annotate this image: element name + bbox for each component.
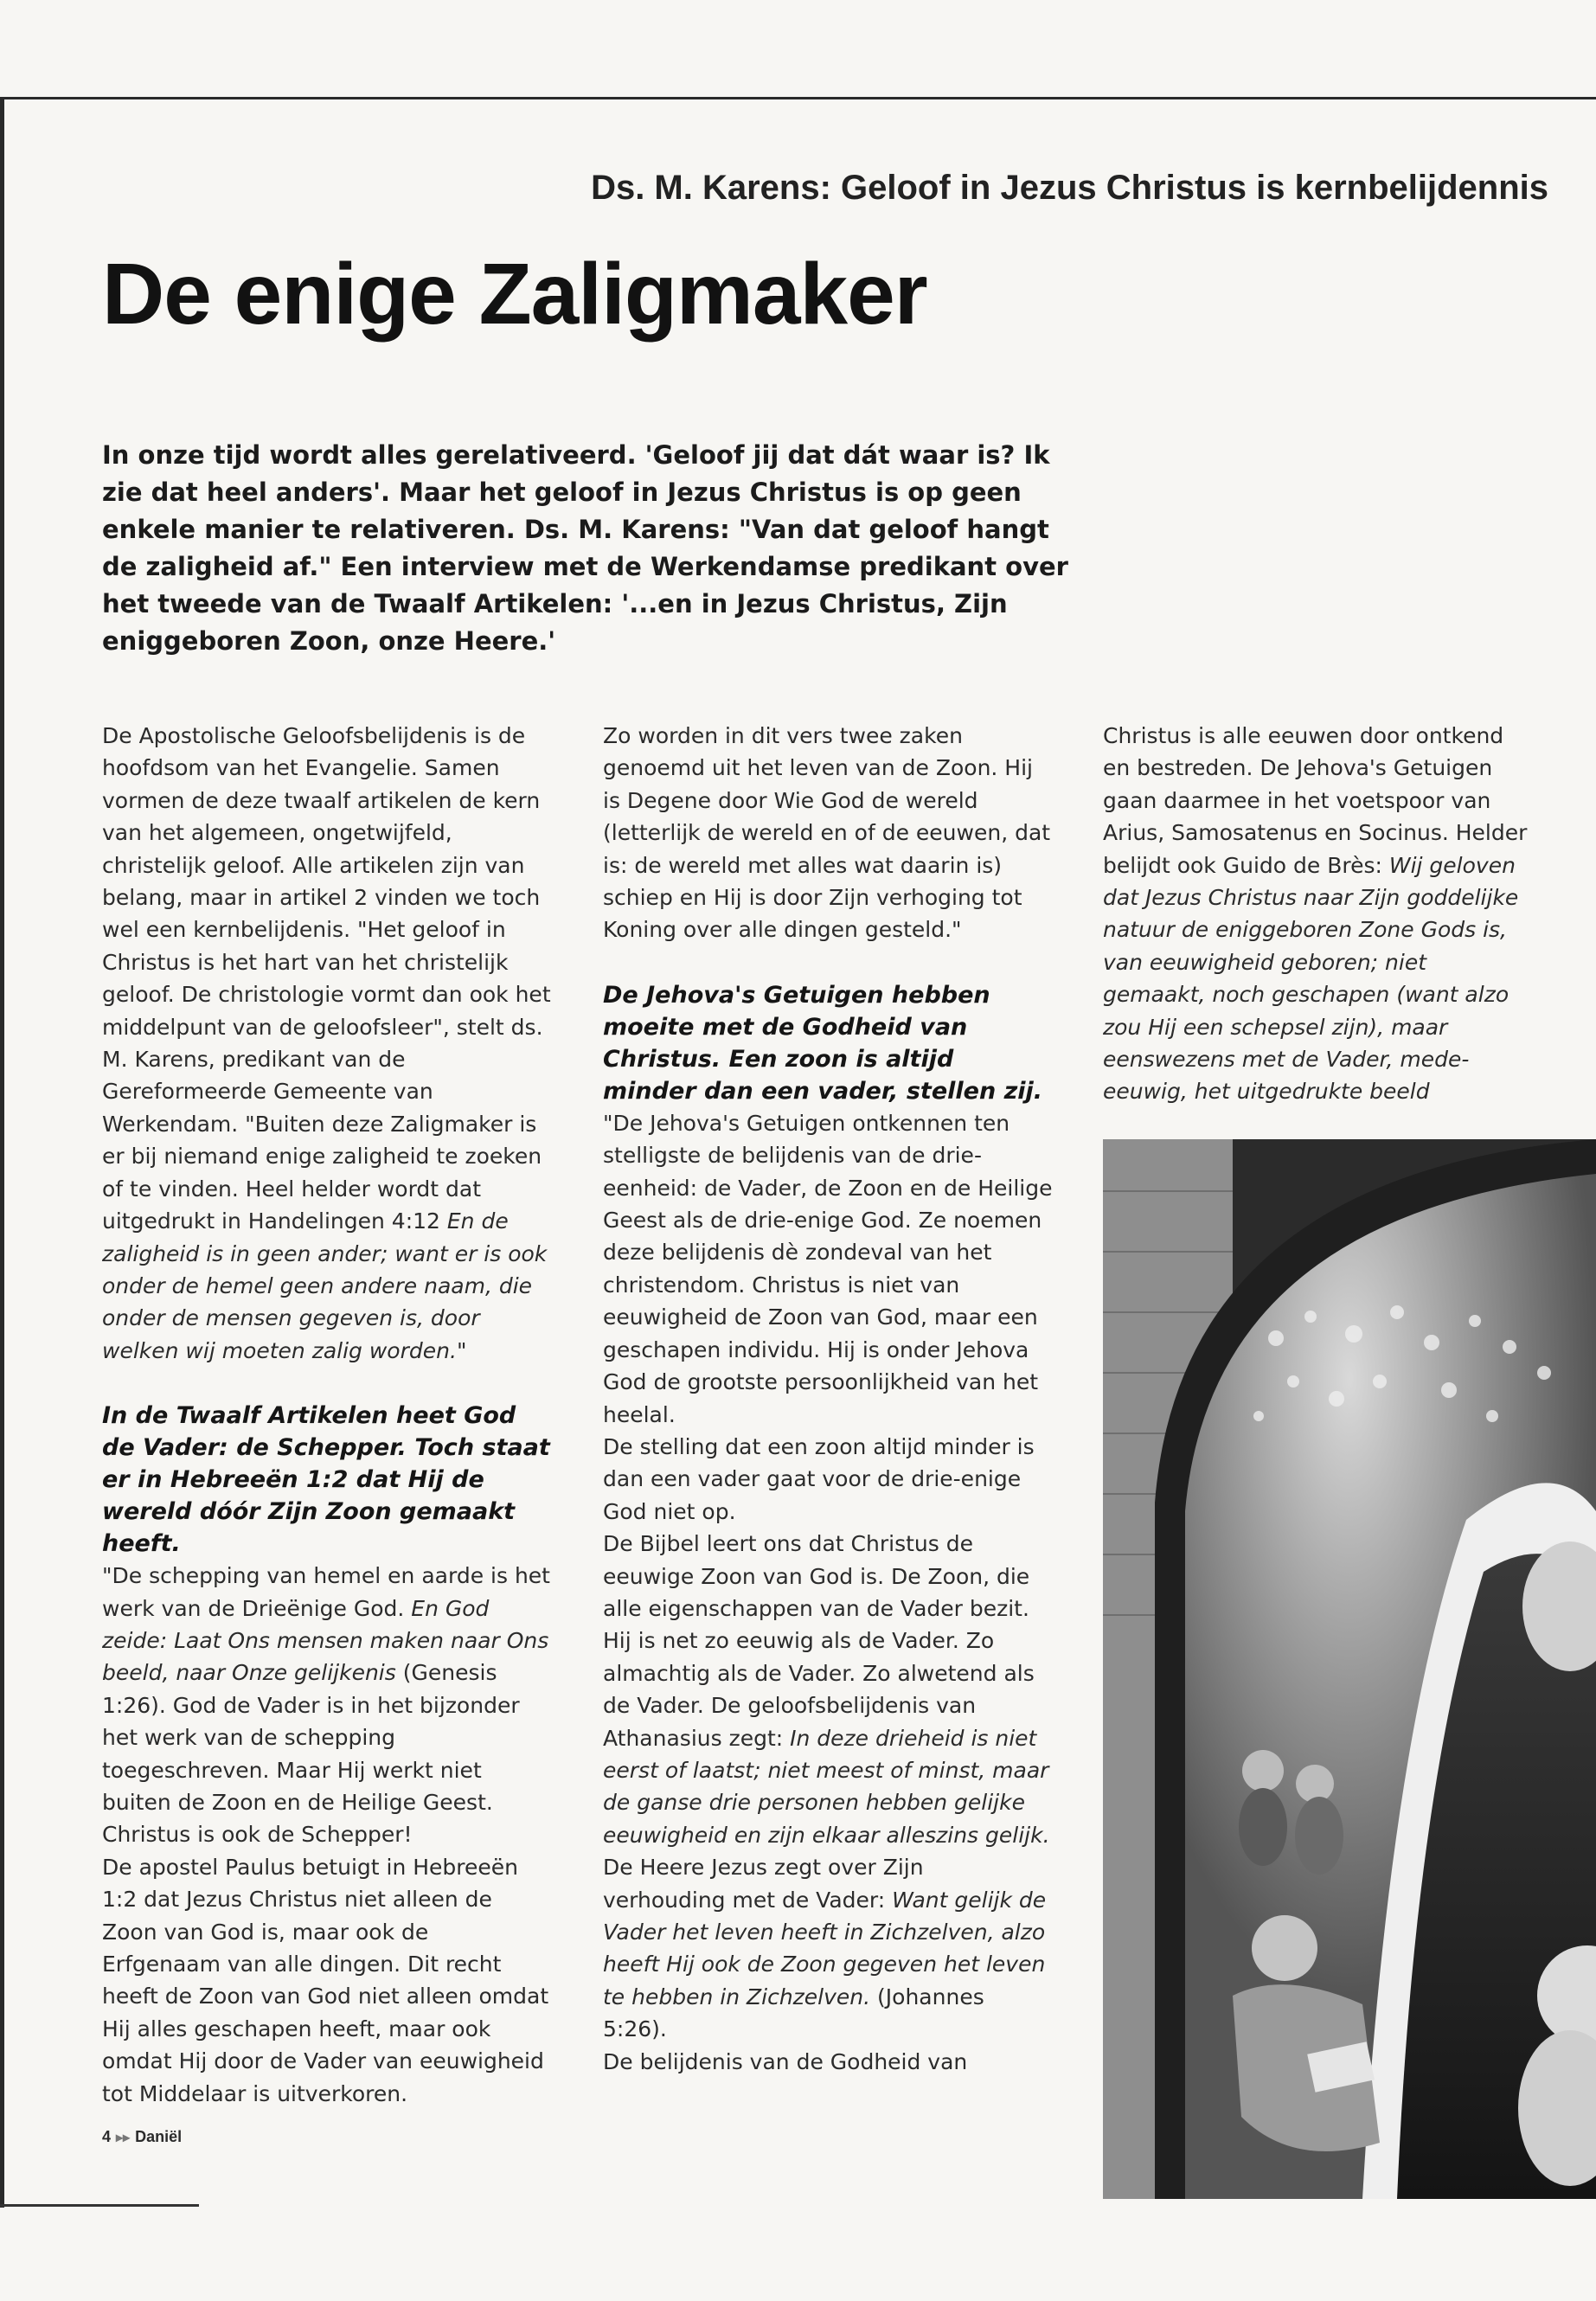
magazine-name: Daniël (135, 2128, 183, 2145)
article-title: De enige Zaligmaker (102, 246, 927, 343)
paragraph: Zo worden in dit vers twee zaken genoemd uit het leven van de Zoon. Hij is Degene door Wie God de wereld (letterlijk de wereld en of de eeuwen, dat is: de wereld met alles wat daarin is) schiep en Hij is door Zijn verhoging tot Koning over alle dingen gesteld." (603, 723, 1051, 943)
painting-photo (1103, 1139, 1596, 2199)
column-3 (1103, 720, 1535, 1108)
paragraph: De stelling dat een zoon altijd minder is dan een vader gaat voor de drie-enige God niet op. (603, 1433, 1035, 1524)
paragraph: "De Jehova's Getuigen ontkennen ten stelligste de belijdenis van de drie-eenheid: de Vader, de Zoon en de Heilige Geest als de drie-enige God. Ze noemen deze belijdenis dè zondeval van het christendom. Christus is niet van eeuwigheid de Zoon van God, maar een geschapen individu. Hij is onder Jehova God de grootste persoonlijkheid van het heelal. (603, 1110, 1053, 1427)
page-footer (102, 2128, 182, 2146)
column-2 (603, 720, 1053, 2078)
subheading: De Jehova's Getuigen hebben moeite met de Godheid van Christus. Een zoon is altijd minder dan een vader, stellen zij. (603, 981, 1043, 1105)
paragraph: "De schepping van hemel en aarde is het werk van de Drieënige God. En God zeide: Laat Ons mensen maken naar Ons beeld, naar Onze gelijkenis (Genesis 1:26). God de Vader is in het bijzonder het werk van de schepping toegeschreven. Maar Hij werkt niet buiten de Zoon en de Heilige Geest. Christus is ook de Schepper! (102, 1563, 550, 1848)
page-edge-bottom (0, 2204, 199, 2207)
article-intro: In onze tijd wordt alles gerelativeerd. 'Geloof jij dat dát waar is? Ik zie dat heel anders'. Maar het geloof in Jezus Christus is op geen enkele manier te relativeren. Ds. M. Karens: "Van dat geloof hangt de zaligheid af." Een interview met de Werkendamse predikant over het tweede van de Twaalf Artikelen: '...en in Jezus Christus, Zijn eniggeboren Zoon, onze Heere.' (102, 440, 1068, 656)
page-number: 4 (102, 2128, 112, 2145)
paragraph: Christus is alle eeuwen door ontkend en bestreden. De Jehova's Getuigen gaan daarmee in het voetspoor van Arius, Samosatenus en Socinus. Helder belijdt ook Guido de Brès: Wij geloven dat Jezus Christus naar Zijn goddelijke natuur de eniggeboren Zone Gods is, van eeuwigheid geboren; niet gemaakt, noch geschapen (want alzo zou Hij een schepsel zijn), maar eenswezens met de Vader, mede-eeuwig, het uitgedrukte beeld (1103, 723, 1528, 1105)
paragraph: De apostel Paulus betuigt in Hebreeën 1:2 dat Jezus Christus niet alleen de Zoon van God is, maar ook de Erfgenaam van alle dingen. Dit recht heeft de Zoon van God niet alleen omdat Hij alles geschapen heeft, maar ook omdat Hij door de Vader van eeuwigheid tot Middelaar is uitverkoren. (102, 1854, 549, 2106)
page-edge-top (0, 97, 1596, 99)
paragraph: De Heere Jezus zegt over Zijn verhouding met de Vader: Want gelijk de Vader het leven heeft in Zichzelven, alzo heeft Hij ook de Zoon gegeven het leven te hebben in Zichzelven. (Johannes 5:26). (603, 1855, 1047, 2042)
page-edge-left (0, 97, 4, 2208)
subheading: In de Twaalf Artikelen heet God de Vader: de Schepper. Toch staat er in Hebreeën 1:2 dat Hij de wereld dóór Zijn Zoon gemaakt heeft. (102, 1402, 550, 1558)
paragraph: De Bijbel leert ons dat Christus de eeuwige Zoon van God is. De Zoon, die alle eigenschappen van de Vader bezit. Hij is net zo eeuwig als de Vader. Zo almachtig als de Vader. Zo alwetend als de Vader. De geloofsbelijdenis van Athanasius zegt: In deze drieheid is niet eerst of laatst; niet meest of minst, maar de ganse drie personen hebben gelijke eeuwigheid en zijn elkaar alleszins gelijk. (603, 1531, 1050, 1848)
arrow-icon: ▸▸ (116, 2131, 131, 2145)
paragraph: De belijdenis van de Godheid van (603, 2048, 968, 2074)
column-1 (102, 720, 552, 2110)
paragraph: De Apostolische Geloofsbelijdenis is de hoofdsom van het Evangelie. Samen vormen de deze twaalf artikelen de kern van het algemeen, ongetwijfeld, christelijk geloof. Alle artikelen zijn van belang, maar in artikel 2 vinden we toch wel een kernbelijdenis. "Het geloof in Christus is het hart van het christelijk geloof. De christologie vormt dan ook het middelpunt van de geloofsleer", stelt ds. M. Karens, predikant van de Gereformeerde Gemeente van Werkendam. "Buiten deze Zaligmaker is er bij niemand enige zaligheid te zoeken of te vinden. Heel helder wordt dat uitgedrukt in Handelingen 4:12 En de zaligheid is in geen ander; want er is ook onder de hemel geen andere naam, die onder de mensen gegeven is, door welken wij moeten zalig worden." (102, 723, 551, 1363)
article-kicker: Ds. M. Karens: Geloof in Jezus Christus is kernbelijdennis (591, 169, 1548, 207)
